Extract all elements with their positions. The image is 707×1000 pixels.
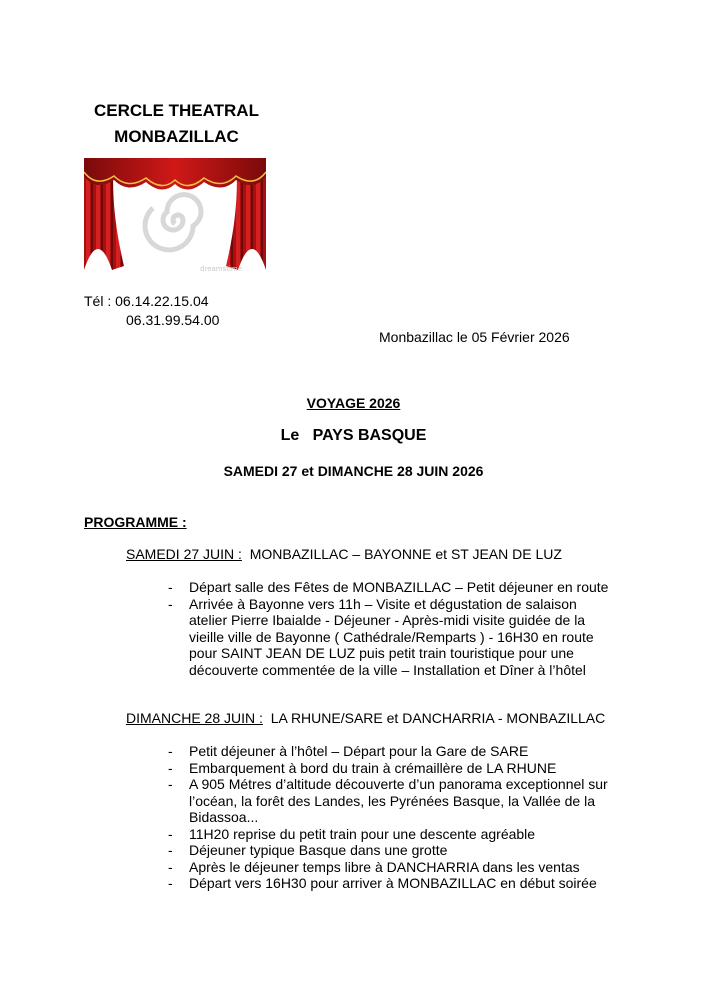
day2-list (168, 743, 608, 892)
trip-dates: SAMEDI 27 et DIMANCHE 28 JUIN 2026 (223, 463, 484, 479)
day2-heading (126, 710, 605, 726)
list-item: - Départ vers 16H30 pour arriver à MONBAZILLAC en début soirée (168, 875, 608, 892)
list-item: - Départ salle des Fêtes de MONBAZILLAC – Petit déjeuner en route (168, 579, 608, 596)
list-item: - Après le déjeuner temps libre à DANCHARRIA dans les ventas (168, 859, 608, 876)
programme-heading: PROGRAMME : (84, 514, 187, 530)
watermark-text: dreamstime (200, 265, 243, 273)
phone-line-1 (84, 293, 209, 309)
day1-route: MONBAZILLAC – BAYONNE et ST JEAN DE LUZ (241, 546, 562, 562)
day1-heading (126, 546, 562, 562)
list-item: - Petit déjeuner à l’hôtel – Départ pour la Gare de SARE (168, 743, 608, 760)
list-item: - Déjeuner typique Basque dans une grotte (168, 842, 608, 859)
theatre-curtain-image (84, 158, 266, 274)
date-line: Monbazillac le 05 Février 2026 (379, 329, 570, 345)
day2-route: LA RHUNE/SARE et DANCHARRIA - MONBAZILLAC (262, 710, 606, 726)
phone-number-1: 06.14.22.15.04 (115, 293, 209, 309)
day1-list (168, 579, 608, 678)
list-item: - A 905 Métres d’altitude découverte d’un panorama exceptionnel sur l’océan, la forêt des Landes, les Pyrénées Basque, la Vallée de la Bidassoa... (168, 776, 608, 826)
day1-label: SAMEDI 27 JUIN : (126, 546, 242, 562)
org-name-line2: MONBAZILLAC (114, 127, 239, 146)
list-item: - Arrivée à Bayonne vers 11h – Visite et dégustation de salaison atelier Pierre Ibaialde - Déjeuner - Après-midi visite guidée de la vieille ville de Bayonne ( Cathédrale/Remparts ) - 16H30 en route pour SAINT JEAN DE LUZ puis petit train touristique pour une découverte commentée de la ville – Installation et Dîner à l’hôtel (168, 596, 608, 679)
org-name-line1: CERCLE THEATRAL (94, 101, 259, 120)
day2-label: DIMANCHE 28 JUIN : (126, 710, 263, 726)
voyage-title: VOYAGE 2026 (306, 395, 401, 411)
phone-label: Tél : (84, 293, 116, 309)
destination-title: Le PAYS BASQUE (280, 427, 427, 444)
phone-number-2: 06.31.99.54.00 (126, 312, 220, 328)
list-item: - Embarquement à bord du train à crémaillère de LA RHUNE (168, 760, 608, 777)
list-item: - 11H20 reprise du petit train pour une descente agréable (168, 826, 608, 843)
